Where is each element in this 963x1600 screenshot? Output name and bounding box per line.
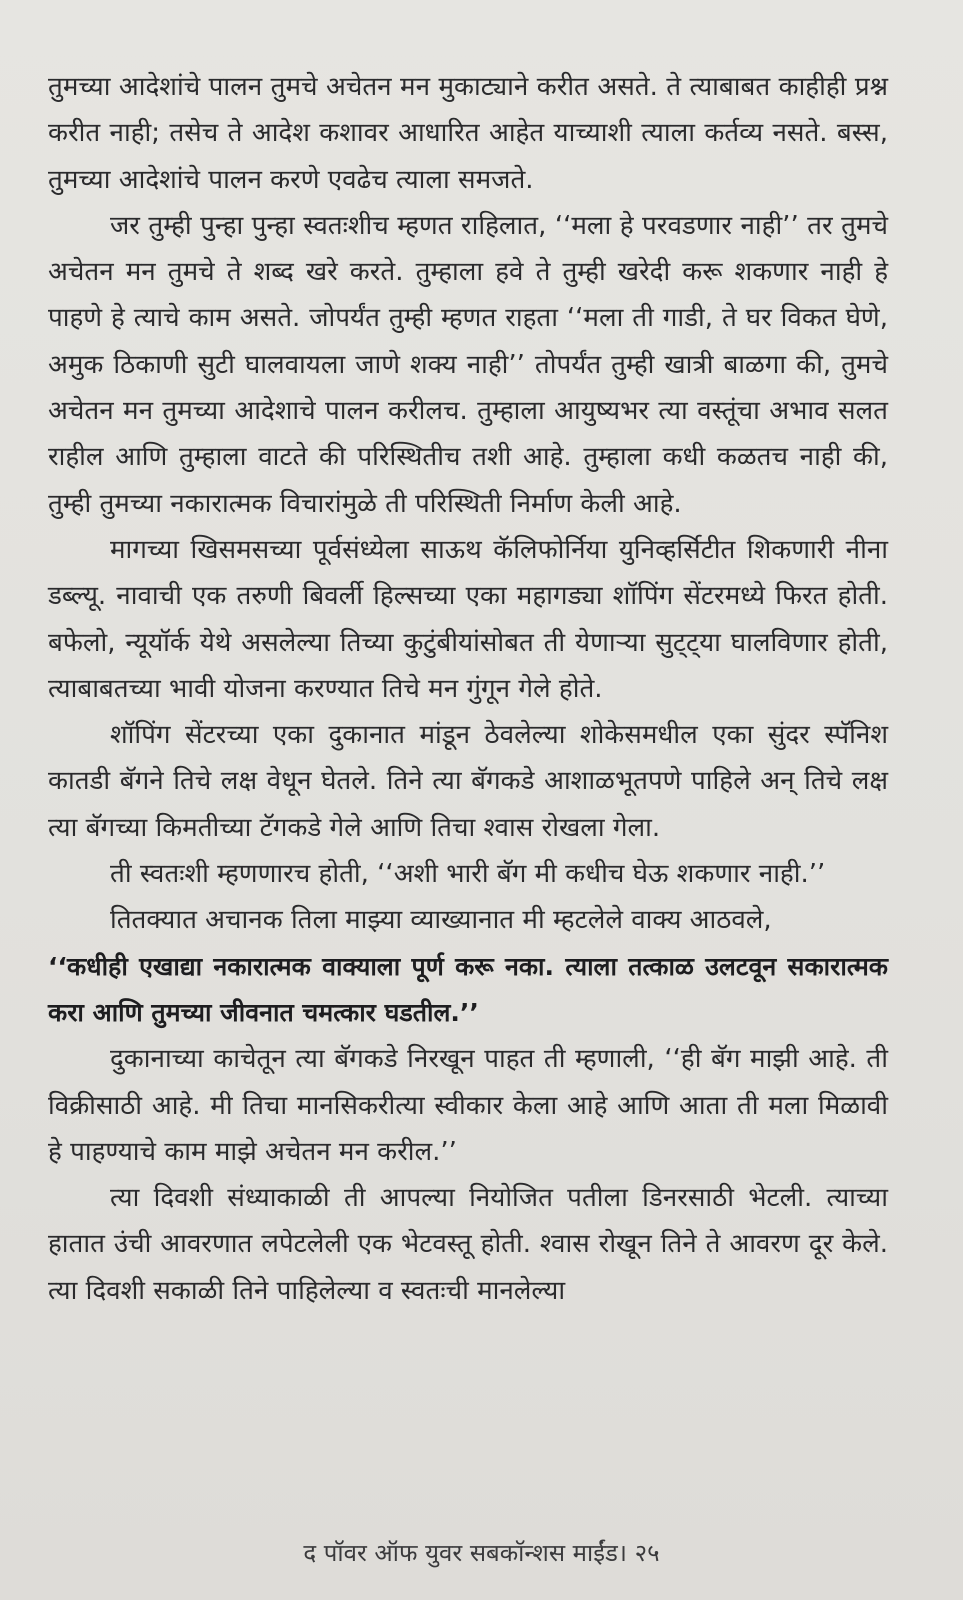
page-footer: द पॉवर ऑफ युवर सबकॉन्शस माईंड। २५ [303,1539,660,1567]
paragraph-3: मागच्या खिसमसच्या पूर्वसंध्येला साऊथ कॅलिफोर्निया युनिव्हर्सिटीत शिकणारी नीना डब्ल्यू. नावाची एक तरुणी बिवर्ली हिल्सच्या एका महागड्या शॉपिंग सेंटरमध्ये फिरत होती. बफेलो, न्यूयॉर्क येथे असलेल्या तिच्या कुटुंबीयांसोबत ती येणाऱ्या सुट्ट्या घालविणार होती, त्याबाबतच्या भावी योजना करण्यात तिचे मन गुंगून गेले होते. [48,534,888,704]
paragraph-6: तितक्यात अचानक तिला माझ्या व्याख्यानात मी म्हटलेले वाक्य आठवले, [110,905,772,936]
bold-quote: ‘‘कधीही एखाद्या नकारात्मक वाक्याला पूर्ण करू नका. त्याला तत्काळ उलटवून सकारात्मक करा आणि तुमच्या जीवनात चमत्कार घडतील.’’ [48,951,888,1027]
paragraph-4: शॉपिंग सेंटरच्या एका दुकानात मांडून ठेवलेल्या शोकेसमधील एका सुंदर स्पॅनिश कातडी बॅगने तिचे लक्ष वेधून घेतले. तिने त्या बॅगकडे आशाळभूतपणे पाहिले अन् तिचे लक्ष त्या बॅगच्या किमतीच्या टॅगकडे गेले आणि तिचा श्वास रोखला गेला. [48,720,888,843]
paragraph-9: त्या दिवशी संध्याकाळी ती आपल्या नियोजित पतीला डिनरसाठी भेटली. त्याच्या हातात उंची आवरणात लपेटलेली एक भेटवस्तू होती. श्वास रोखून तिने ते आवरण दूर केले. त्या दिवशी सकाळी तिने पाहिलेल्या व स्वतःची मानलेल्या [48,1183,888,1306]
paragraph-5: ती स्वतःशी म्हणणारच होती, ‘‘अशी भारी बॅग मी कधीच घेऊ शकणार नाही.’’ [110,859,826,890]
paragraph-2: जर तुम्ही पुन्हा पुन्हा स्वतःशीच म्हणत राहिलात, ‘‘मला हे परवडणार नाही’’ तर तुमचे अचेतन मन तुमचे ते शब्द खरे करते. तुम्हाला हवे ते तुम्ही खरेदी करू शकणार नाही हे पाहणे हे त्याचे काम असते. जोपर्यंत तुम्ही म्हणत राहता ‘‘मला ती गाडी, ते घर विकत घेणे, अमुक ठिकाणी सुटी घालवायला जाणे शक्य नाही’’ तोपर्यंत तुम्ही खात्री बाळगा की, तुमचे अचेतन मन तुमच्या आदेशाचे पालन करीलच. तुम्हाला आयुष्यभर त्या वस्तूंचा अभाव सलत राहील आणि तुम्हाला वाटते की परिस्थितीच तशी आहे. तुम्हाला कधी कळतच नाही की, तुम्ही तुमच्या नकारात्मक विचारांमुळे ती परिस्थिती निर्माण केली आहे. [48,210,888,519]
paragraph-1: तुमच्या आदेशांचे पालन तुमचे अचेतन मन मुकाट्याने करीत असते. ते त्याबाबत काहीही प्रश्न करीत नाही; तसेच ते आदेश कशावर आधारित आहेत याच्याशी त्याला कर्तव्य नसते. बस्स, तुमच्या आदेशांचे पालन करणे एवढेच त्याला समजते. [48,72,888,195]
body-text [48,64,888,1314]
paragraph-8: दुकानाच्या काचेतून त्या बॅगकडे निरखून पाहत ती म्हणाली, ‘‘ही बॅग माझी आहे. ती विक्रीसाठी आहे. मी तिचा मानसिकरीत्या स्वीकार केला आहे आणि आता ती मला मिळावी हे पाहण्याचे काम माझे अचेतन मन करील.’’ [48,1044,888,1167]
